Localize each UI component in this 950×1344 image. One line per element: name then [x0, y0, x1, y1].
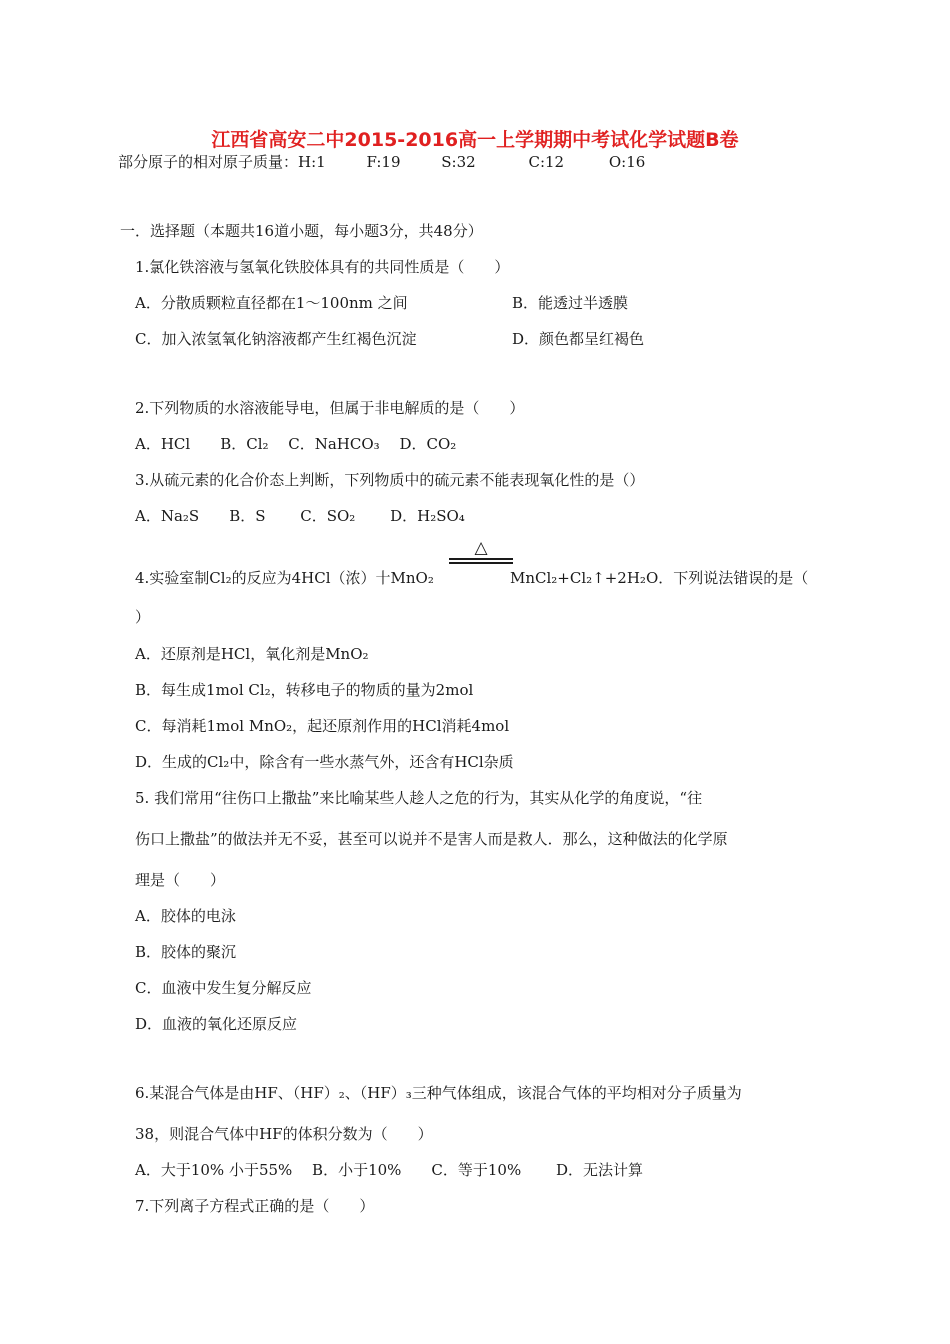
q3-options: A．Na₂S B．S C．SO₂ D．H₂SO₄ — [135, 507, 465, 525]
q4-option-b: B．每生成1mol Cl₂，转移电子的物质的量为2mol — [135, 681, 474, 699]
atomic-mass-line — [118, 152, 645, 172]
q4-stem-close: ） — [135, 608, 151, 626]
atomic-mass-label: 部分原子的相对原子质量：H:1 — [118, 153, 326, 171]
q6-line-1: 6.某混合气体是由HF、（HF）₂、（HF）₃三种气体组成，该混合气体的平均相对分子质量为 — [135, 1084, 742, 1102]
q5-line-3: 理是（ ） — [135, 871, 226, 889]
q2-stem: 2.下列物质的水溶液能导电，但属于非电解质的是（ ） — [135, 399, 525, 417]
section-heading: 一．选择题（本题共16道小题，每小题3分，共48分） — [120, 222, 483, 240]
equals-bar-top — [449, 558, 513, 560]
q5-option-b: B．胶体的聚沉 — [135, 943, 237, 961]
atomic-mass-s: S:32 — [441, 153, 476, 171]
q5-option-d: D．血液的氧化还原反应 — [135, 1015, 298, 1033]
q5-option-c: C．血液中发生复分解反应 — [135, 979, 312, 997]
q6-line-2: 38，则混合气体中HF的体积分数为（ ） — [135, 1125, 433, 1143]
atomic-mass-o: O:16 — [608, 153, 646, 171]
q1-stem: 1.氯化铁溶液与氢氧化铁胶体具有的共同性质是（ ） — [135, 258, 510, 276]
q3-stem: 3.从硫元素的化合价态上判断，下列物质中的硫元素不能表现氧化性的是（） — [135, 471, 645, 489]
reaction-condition-arrow — [449, 539, 513, 565]
atomic-mass-c: C:12 — [528, 153, 565, 171]
q4-stem-left: 4.实验室制Cl₂的反应为4HCl（浓）十MnO₂ — [135, 569, 434, 587]
exam-title: 江西省高安二中2015-2016高一上学期期中考试化学试题B卷 — [211, 129, 739, 151]
heat-symbol: △ — [474, 538, 488, 558]
q6-options: A．大于10% 小于55% B．小于10% C．等于10% D．无法计算 — [135, 1161, 644, 1179]
atomic-mass-f: F:19 — [366, 153, 401, 171]
q1-option-b: B．能透过半透膜 — [512, 294, 629, 312]
q2-options: A．HCl B．Cl₂ C．NaHCO₃ D．CO₂ — [135, 435, 457, 453]
q7-stem: 7.下列离子方程式正确的是（ ） — [135, 1197, 375, 1215]
q4-option-d: D．生成的Cl₂中，除含有一些水蒸气外，还含有HCl杂质 — [135, 753, 514, 771]
q4-option-c: C．每消耗1mol MnO₂，起还原剂作用的HCl消耗4mol — [135, 717, 510, 735]
equals-bar-bottom — [449, 562, 513, 564]
q1-option-a: A．分散质颗粒直径都在1～100nm 之间 — [135, 294, 408, 312]
q5-line-1: 5. 我们常用“往伤口上撒盐”来比喻某些人趁人之危的行为，其实从化学的角度说，“往 — [135, 789, 703, 807]
q1-option-c: C．加入浓氢氧化钠溶液都产生红褐色沉淀 — [135, 330, 417, 348]
q4-option-a: A．还原剂是HCl，氧化剂是MnO₂ — [135, 645, 369, 663]
q5-line-2: 伤口上撒盐”的做法并无不妥，甚至可以说并不是害人而是救人．那么，这种做法的化学原 — [135, 830, 728, 848]
q1-option-d: D．颜色都呈红褐色 — [512, 330, 645, 348]
q5-option-a: A．胶体的电泳 — [135, 907, 236, 925]
q4-stem-right: MnCl₂+Cl₂↑+2H₂O．下列说法错误的是（ — [510, 569, 809, 587]
